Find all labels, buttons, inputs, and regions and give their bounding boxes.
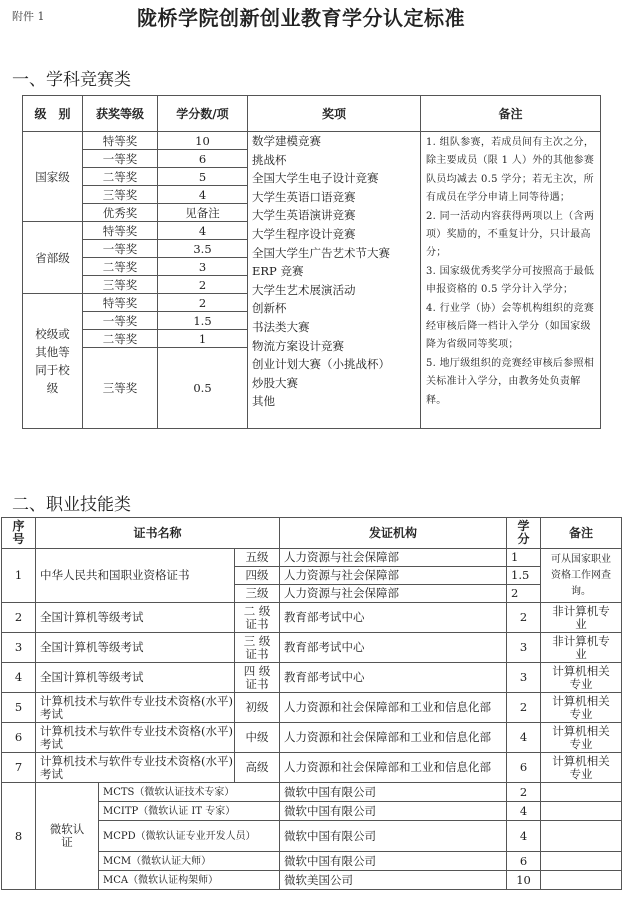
- table-row: [2, 723, 622, 753]
- certificate-name: 计算机技术与软件专业技术资格(水平)考试: [36, 753, 235, 783]
- note-item: 2. 同一活动内容获得两项以上（含两项）奖励的，不重复计分，只计最高分；: [426, 210, 595, 259]
- grade-cell: 二等奖: [83, 330, 158, 348]
- grade-cell: 三等奖: [83, 348, 158, 429]
- credit: 1.5: [507, 567, 541, 585]
- cert-level: 初级: [235, 693, 280, 723]
- issuer: 人力资源与社会保障部: [280, 585, 507, 603]
- level-cell: 省部级: [23, 222, 83, 294]
- note-item: 1. 组队参赛，若成员间有主次之分，除主要成员（限 1 人）外的其他参赛队员均减去 0.5 学分；若无主次，所有成员在学分申请上同等待遇；: [426, 137, 595, 204]
- certificate-name: 全国计算机等级考试: [36, 663, 235, 693]
- award-item: 大学生英语口语竞赛: [252, 189, 356, 204]
- column-header: 备注: [541, 518, 622, 549]
- grade-cell: 三等奖: [83, 186, 158, 204]
- credit-cell: 1.5: [158, 312, 248, 330]
- row-number: 5: [2, 693, 36, 723]
- issuer: 微软中国有限公司: [280, 852, 507, 871]
- award-item: ERP 竞赛: [252, 264, 304, 279]
- table-row: [2, 753, 622, 783]
- cert-level: 五级: [235, 549, 280, 567]
- grade-cell: 特等奖: [83, 132, 158, 150]
- competition-credit-table: [22, 95, 601, 429]
- note: [541, 783, 622, 802]
- note: 计算机相关专业: [541, 693, 622, 723]
- table-row: [2, 633, 622, 663]
- credit-cell: 0.5: [158, 348, 248, 429]
- row-number: 2: [2, 603, 36, 633]
- section-heading-vocational: 二、职业技能类: [12, 495, 131, 515]
- cert-level: 四级: [235, 567, 280, 585]
- grade-cell: 二等奖: [83, 258, 158, 276]
- cert-level: 三 级证书: [235, 633, 280, 663]
- level-cell: 国家级: [23, 132, 83, 222]
- certificate-name: 计算机技术与软件专业技术资格(水平)考试: [36, 723, 235, 753]
- issuer: 教育部考试中心: [280, 603, 507, 633]
- note: 非计算机专业: [541, 633, 622, 663]
- award-item: 创新杯: [252, 301, 287, 316]
- column-header: 发证机构: [280, 518, 507, 549]
- cert-level: 高级: [235, 753, 280, 783]
- row-number: 1: [2, 549, 36, 603]
- credit-cell: 3: [158, 258, 248, 276]
- note-item: 3. 国家级优秀奖学分可按照高于最低申报资格的 0.5 学分计入学分；: [426, 265, 595, 296]
- grade-cell: 一等奖: [83, 240, 158, 258]
- credit-cell: 4: [158, 186, 248, 204]
- credit: 6: [507, 852, 541, 871]
- issuer: 微软美国公司: [280, 871, 507, 890]
- credit: 2: [507, 585, 541, 603]
- grade-cell: 特等奖: [83, 222, 158, 240]
- certificate-name: 微软认证: [36, 783, 99, 890]
- column-header: 学分数/项: [158, 96, 248, 132]
- note: 计算机相关专业: [541, 663, 622, 693]
- award-item: 书法类大赛: [252, 319, 310, 334]
- note: [541, 852, 622, 871]
- row-number: 6: [2, 723, 36, 753]
- column-header: 奖项: [248, 96, 421, 132]
- table-row: [23, 132, 601, 150]
- credit: 2: [507, 603, 541, 633]
- grade-cell: 二等奖: [83, 168, 158, 186]
- column-header: 级 别: [23, 96, 83, 132]
- notes-cell: [421, 132, 601, 429]
- award-item: 大学生程序设计竞赛: [252, 226, 356, 241]
- page-title: [0, 2, 622, 31]
- note: [541, 802, 622, 821]
- award-item: 炒股大赛: [252, 375, 298, 390]
- note: 可从国家职业资格工作网查询。: [541, 549, 622, 603]
- credit: 3: [507, 663, 541, 693]
- table-row: [2, 549, 622, 567]
- credit-cell: 10: [158, 132, 248, 150]
- note: [541, 821, 622, 852]
- credit: 4: [507, 802, 541, 821]
- award-item: 大学生英语演讲竞赛: [252, 208, 356, 223]
- grade-cell: 三等奖: [83, 276, 158, 294]
- issuer: 人力资源与社会保障部: [280, 549, 507, 567]
- credit: 4: [507, 821, 541, 852]
- cert-level: 三级: [235, 585, 280, 603]
- grade-cell: 一等奖: [83, 312, 158, 330]
- issuer: 微软中国有限公司: [280, 821, 507, 852]
- ms-cert: MCM（微软认证大师）: [99, 852, 280, 871]
- column-header: 获奖等级: [83, 96, 158, 132]
- certificate-name: 计算机技术与软件专业技术资格(水平)考试: [36, 693, 235, 723]
- ms-cert: MCPD（微软认证专业开发人员）: [99, 821, 280, 852]
- column-header: 序号: [2, 518, 36, 549]
- award-item: 大学生艺术展演活动: [252, 282, 356, 297]
- note: 计算机相关专业: [541, 753, 622, 783]
- note-item: 5. 地厅级组织的竞赛经审核后参照相关标准计入学分，由教务处负责解释。: [426, 357, 595, 406]
- credit-cell: 3.5: [158, 240, 248, 258]
- table-row: [2, 783, 622, 802]
- note: 非计算机专业: [541, 603, 622, 633]
- credit: 2: [507, 693, 541, 723]
- grade-cell: 特等奖: [83, 294, 158, 312]
- award-item: 挑战杯: [252, 152, 287, 167]
- row-number: 7: [2, 753, 36, 783]
- certificate-name: 中华人民共和国职业资格证书: [36, 549, 235, 603]
- issuer: 人力资源和社会保障部和工业和信息化部: [280, 693, 507, 723]
- ms-cert: MCITP（微软认证 IT 专家）: [99, 802, 280, 821]
- cert-level: 四 级证书: [235, 663, 280, 693]
- credit-cell: 5: [158, 168, 248, 186]
- credit-cell: 2: [158, 294, 248, 312]
- table-header-row: [2, 518, 622, 549]
- page-title-text: 陇桥学院创新创业教育学分认定标准: [137, 6, 465, 30]
- issuer: 教育部考试中心: [280, 633, 507, 663]
- issuer: 微软中国有限公司: [280, 802, 507, 821]
- grade-cell: 一等奖: [83, 150, 158, 168]
- row-number: 8: [2, 783, 36, 890]
- credit-cell: 1: [158, 330, 248, 348]
- awards-list: [248, 132, 421, 429]
- column-header: 学分: [507, 518, 541, 549]
- table-header-row: [23, 96, 601, 132]
- row-number: 4: [2, 663, 36, 693]
- award-item: 其他: [252, 394, 275, 409]
- certificate-name: 全国计算机等级考试: [36, 633, 235, 663]
- credit: 3: [507, 633, 541, 663]
- section-heading-competitions: 一、学科竞赛类: [12, 70, 131, 90]
- award-item: 数学建模竞赛: [252, 134, 321, 148]
- award-item: 全国大学生电子设计竞赛: [252, 171, 379, 186]
- table-row: [2, 663, 622, 693]
- award-item: 全国大学生广告艺术节大赛: [252, 245, 390, 260]
- issuer: 教育部考试中心: [280, 663, 507, 693]
- issuer: 人力资源与社会保障部: [280, 567, 507, 585]
- credit: 10: [507, 871, 541, 890]
- credit-cell: 6: [158, 150, 248, 168]
- cert-level: 二 级证书: [235, 603, 280, 633]
- issuer: 微软中国有限公司: [280, 783, 507, 802]
- award-item: 物流方案设计竞赛: [252, 338, 344, 353]
- credit-cell: 4: [158, 222, 248, 240]
- credit-cell: 2: [158, 276, 248, 294]
- table-row: [2, 693, 622, 723]
- annex-label: 附件 1: [12, 10, 45, 23]
- credit: 1: [507, 549, 541, 567]
- grade-cell: 优秀奖: [83, 204, 158, 222]
- issuer: 人力资源和社会保障部和工业和信息化部: [280, 753, 507, 783]
- column-header: 证书名称: [36, 518, 280, 549]
- credit-cell: 见备注: [158, 204, 248, 222]
- note-item: 4. 行业学（协）会等机构组织的竞赛经审核后降一档计入学分（如国家级降为省级同等奖项；: [426, 302, 595, 351]
- ms-cert: MCTS（微软认证技术专家）: [99, 783, 280, 802]
- level-cell: 校级或其他等同于校级: [23, 294, 83, 429]
- credit: 2: [507, 783, 541, 802]
- certificate-name: 全国计算机等级考试: [36, 603, 235, 633]
- column-header: 备注: [421, 96, 601, 132]
- credit: 6: [507, 753, 541, 783]
- cert-level: 中级: [235, 723, 280, 753]
- row-number: 3: [2, 633, 36, 663]
- note: [541, 871, 622, 890]
- ms-cert: MCA（微软认证构架师）: [99, 871, 280, 890]
- vocational-credit-table: [1, 517, 622, 890]
- table-row: [2, 603, 622, 633]
- credit: 4: [507, 723, 541, 753]
- award-item: 创业计划大赛（小挑战杯）: [252, 357, 390, 372]
- issuer: 人力资源和社会保障部和工业和信息化部: [280, 723, 507, 753]
- note: 计算机相关专业: [541, 723, 622, 753]
